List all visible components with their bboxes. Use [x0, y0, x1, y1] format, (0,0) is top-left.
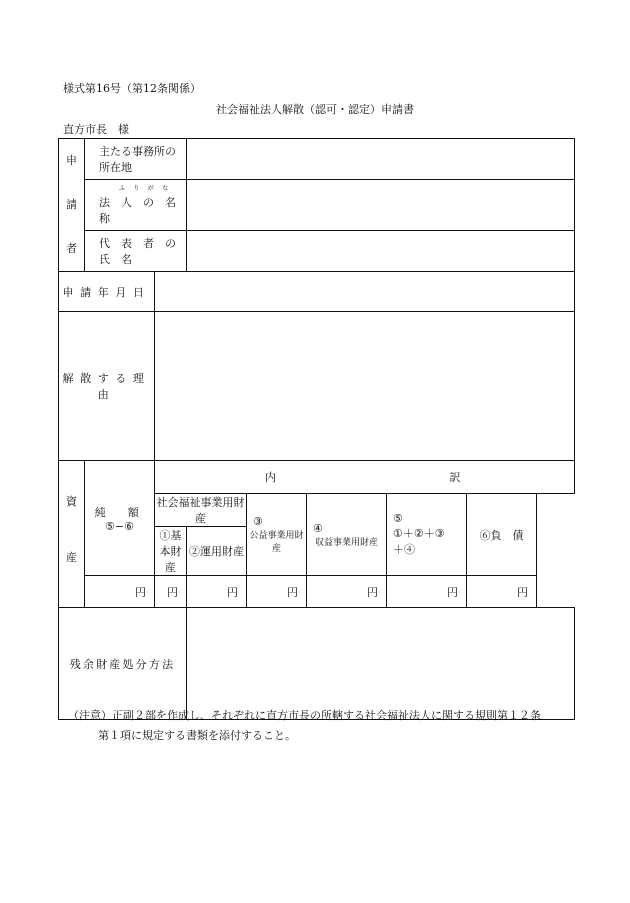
corp-name-ruby: ふりがな [119, 185, 177, 193]
reason-field[interactable] [155, 312, 575, 461]
basic-assets-label: ①基本財産 [155, 527, 187, 576]
assets-sum-field[interactable]: 円 [387, 576, 467, 608]
rep-name-field[interactable] [187, 231, 575, 272]
reason-label: 解散する理由 [59, 312, 155, 461]
net-amount-field[interactable]: 円 [85, 576, 155, 608]
note-line-2: 第１項に規定する書類を添付すること。 [98, 729, 296, 742]
application-date-label: 申請年月日 [59, 272, 155, 312]
profit-assets-label: ④ 収益事業用財産 [307, 494, 387, 576]
public-assets-field[interactable]: 円 [247, 576, 307, 608]
corp-name-field[interactable] [187, 179, 575, 230]
residual-disposal-field[interactable] [187, 608, 575, 720]
assets-group-label: 資 産 [59, 461, 85, 608]
addressee: 直方市長 様 [63, 123, 129, 136]
office-address-field[interactable] [187, 139, 575, 180]
profit-assets-field[interactable]: 円 [307, 576, 387, 608]
application-date-field[interactable] [155, 272, 575, 312]
operating-assets-field[interactable]: 円 [187, 576, 247, 608]
corp-name-label: ふりがな 法 人 の 名 称 [85, 179, 187, 230]
note [68, 706, 588, 746]
rep-name-label: 代 表 者 の 氏 名 [85, 231, 187, 272]
liabilities-label: ⑥負 債 [467, 494, 537, 576]
assets-sum-label: ⑤ ①＋②＋③ ＋④ [387, 494, 467, 576]
operating-assets-label: ②運用財産 [187, 527, 247, 576]
public-assets-label: ③ 公益事業用財産 [247, 494, 307, 576]
form-number: 様式第16号（第12条関係） [63, 82, 201, 95]
welfare-assets-label: 社会福祉事業用財産 [155, 494, 247, 527]
net-amount-label: 純 額 ⑤−⑥ [85, 461, 155, 576]
liabilities-field[interactable]: 円 [467, 576, 537, 608]
breakdown-header: 内 訳 [155, 461, 575, 494]
applicant-group-label: 申 請 者 [59, 139, 85, 272]
document-title: 社会福祉法人解散（認可・認定）申請書 [216, 103, 414, 116]
office-address-label: 主たる事務所の所在地 [85, 139, 187, 180]
basic-assets-field[interactable]: 円 [155, 576, 187, 608]
note-line-1: （注意）正副２部を作成し、それぞれに直方市長の所轄する社会福祉法人に関する規則第１２条 [68, 709, 541, 722]
application-form-table [58, 138, 575, 720]
residual-disposal-label: 残余財産処分方法 [59, 608, 187, 720]
